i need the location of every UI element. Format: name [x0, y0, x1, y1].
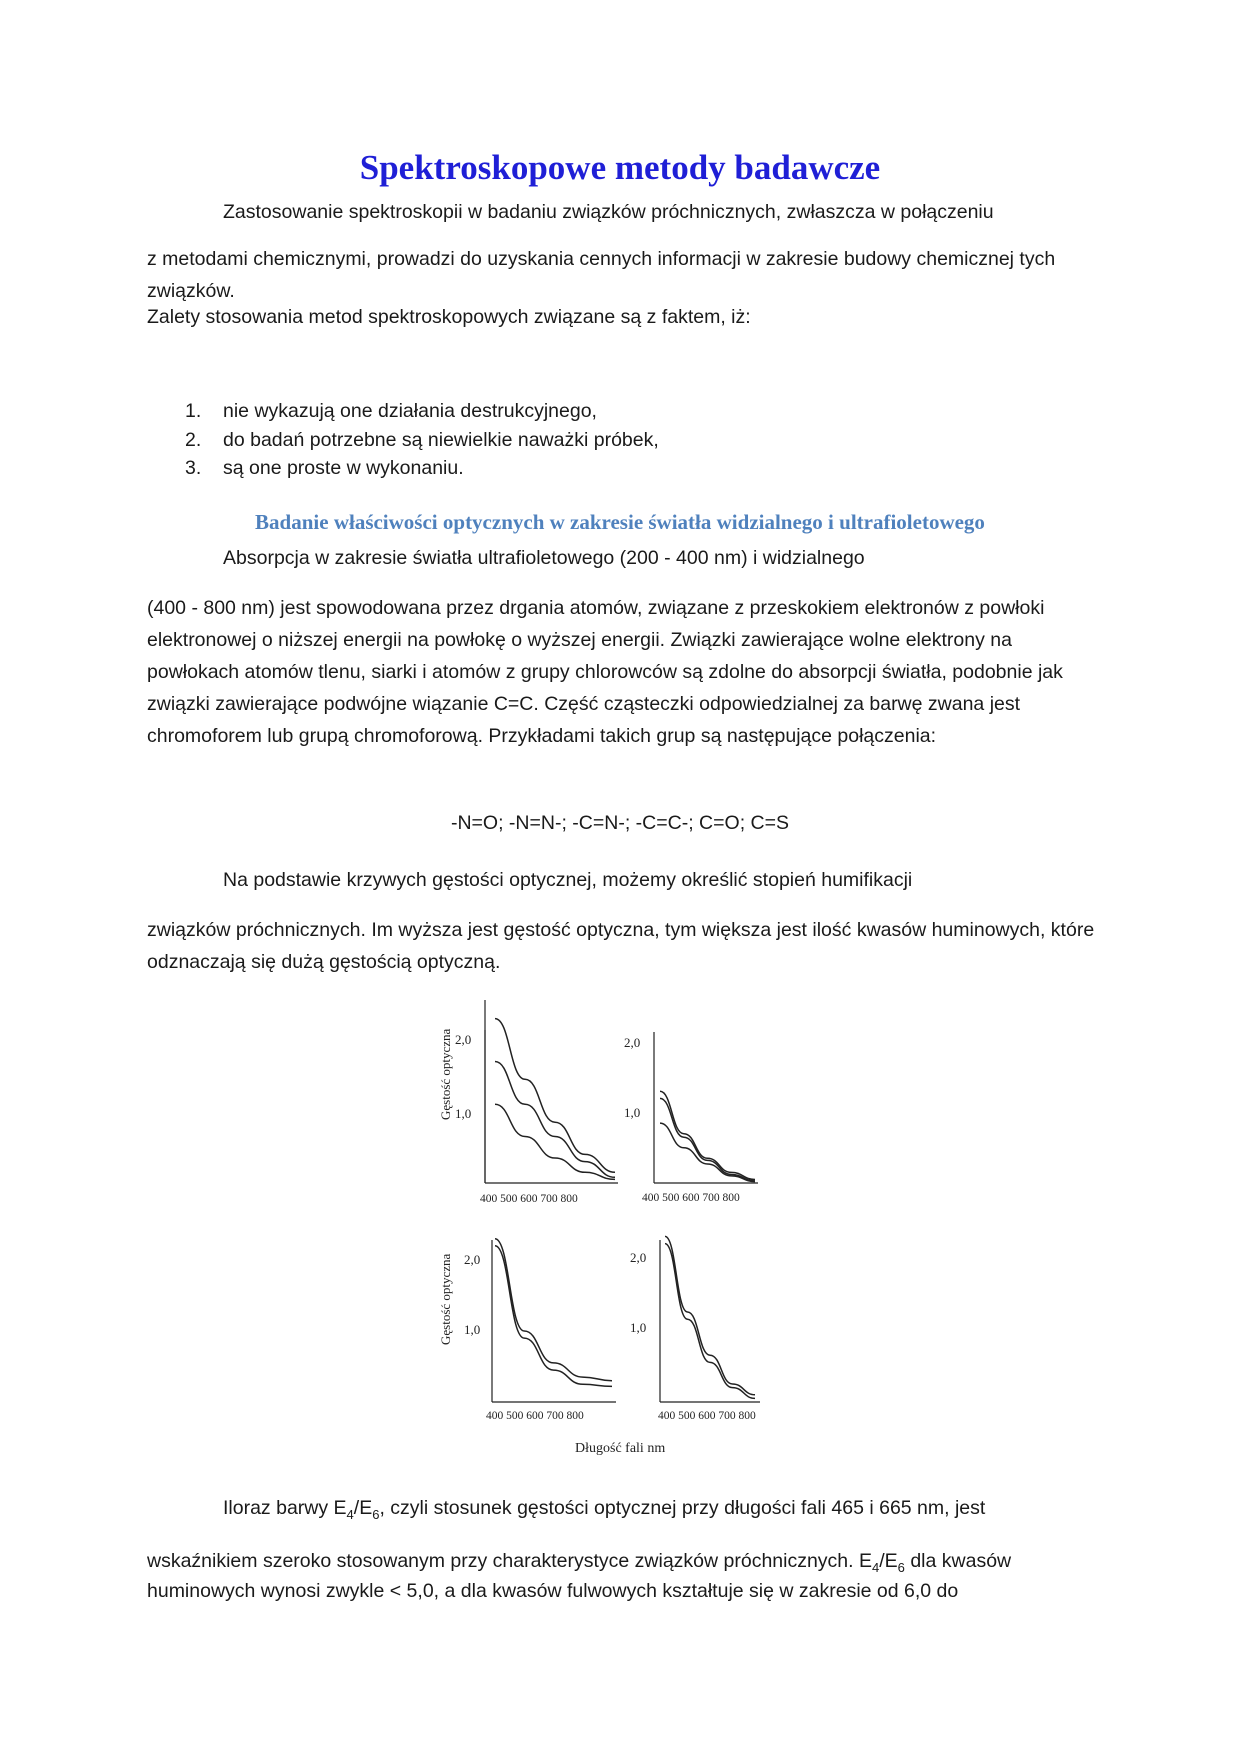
intro-paragraph: z metodami chemicznymi, prowadzi do uzyskania cennych informacji w zakresie budowy chemicznej tych związków. [147, 248, 1056, 302]
subscript: 4 [346, 1506, 354, 1522]
list-item [147, 397, 659, 426]
density-curve-curve-2 [495, 1246, 612, 1387]
ytick-2: 2,0 [464, 1252, 481, 1267]
x-axis-label: Długość fali nm [575, 1441, 666, 1456]
intro-line-1: Zastosowanie spektroskopii w badaniu związków próchnicznych, zwłaszcza w połączeniu [223, 201, 994, 223]
density-curve-curve-1 [665, 1236, 755, 1394]
xticks: 400 500 600 700 800 [486, 1410, 584, 1422]
panel-top-left [438, 1000, 618, 1205]
density-paragraph: związków próchnicznych. Im wyższa jest gęstość optyczna, tym większa jest ilość kwasów huminowych, które odznaczają się dużą gęstością optyczną. [147, 919, 1095, 973]
ratio-text: /E [879, 1550, 898, 1572]
xticks: 400 500 600 700 800 [658, 1410, 756, 1422]
y-axis-label: Gęstość optyczna [438, 1028, 453, 1120]
density-line-1: Na podstawie krzywych gęstości optycznej, możemy określić stopień humifikacji [223, 869, 913, 891]
subscript: 6 [372, 1506, 380, 1522]
subscript: 4 [872, 1559, 880, 1575]
ytick-1: 1,0 [630, 1320, 647, 1335]
list-text: są one proste w wykonaniu. [223, 457, 464, 479]
optical-density-figure [420, 1000, 820, 1460]
xticks: 400 500 600 700 800 [480, 1193, 578, 1205]
ytick-1: 1,0 [624, 1105, 641, 1120]
density-curve-curve-3 [495, 1104, 615, 1179]
absorption-paragraph: (400 - 800 nm) jest spowodowana przez drgania atomów, związane z przeskokiem elektronów z powłoki elektronowej o niższej energii na powłokę o wyższej energii. Związki zawierające wolne elektrony na powłokach atomów tlenu, siarki i atomów z grupy chlorowców są zdolne do absorpcji światła, podobnie jak związki zawierające podwójne wiązanie C=C. Część cząsteczki odpowiedzialnej za barwę zwana jest chromoforem lub grupą chromoforową. Przykładami takich grup są następujące połączenia: [147, 597, 1063, 747]
absorption-line-1: Absorpcja w zakresie światła ultrafioletowego (200 - 400 nm) i widzialnego [223, 547, 865, 569]
ytick-1: 1,0 [455, 1106, 472, 1121]
page-title: Spektroskopowe metody badawcze [359, 148, 881, 187]
panel-bottom-left [438, 1239, 616, 1422]
list-item [147, 426, 659, 455]
section-heading: Badanie właściwości optycznych w zakresie światła widzialnego i ultrafioletowego [255, 510, 985, 534]
ytick-2: 2,0 [455, 1032, 472, 1047]
panel-top-right [624, 1032, 758, 1204]
ytick-1: 1,0 [464, 1322, 481, 1337]
xticks: 400 500 600 700 800 [642, 1192, 740, 1204]
ratio-text: Iloraz barwy E [223, 1497, 347, 1519]
list-text: do badań potrzebne są niewielkie naważki próbek, [223, 428, 659, 451]
list-text: nie wykazują one działania destrukcyjnego, [223, 400, 597, 422]
ratio-text: , czyli stosunek gęstości optycznej przy długości fali 465 i 665 nm, jest [379, 1497, 986, 1519]
density-curve-curve-1 [660, 1091, 755, 1179]
y-axis-label: Gęstość optyczna [438, 1253, 453, 1345]
density-curve-curve-1 [495, 1019, 615, 1173]
ratio-text: dla kwasów [904, 1550, 1012, 1572]
advantages-intro: Zalety stosowania metod spektroskopowych związane są z faktem, iż: [147, 306, 751, 328]
ytick-2: 2,0 [624, 1035, 641, 1050]
density-curve-curve-2 [665, 1244, 755, 1399]
ratio-line-2 [147, 1545, 1097, 1577]
density-curve-curve-3 [660, 1123, 755, 1182]
list-number: 2. [185, 428, 202, 451]
advantages-list [147, 397, 659, 483]
list-item [147, 454, 659, 483]
ratio-text: wskaźnikiem szeroko stosowanym przy charakterystyce związków próchnicznych. E [147, 1550, 872, 1572]
ratio-text: /E [353, 1497, 373, 1519]
ratio-line-3: huminowych wynosi zwykle < 5,0, a dla kwasów fulwowych kształtuje się w zakresie od 6,0 do [147, 1580, 959, 1602]
chromophore-formula: -N=O; -N=N-; -C=N-; -C=C-; C=O; C=S [450, 812, 790, 834]
list-number: 1. [185, 400, 202, 422]
ytick-2: 2,0 [630, 1250, 647, 1265]
subscript: 6 [897, 1559, 905, 1575]
list-number: 3. [185, 457, 202, 479]
panel-bottom-right [630, 1236, 760, 1422]
ratio-line-1 [147, 1492, 1097, 1524]
